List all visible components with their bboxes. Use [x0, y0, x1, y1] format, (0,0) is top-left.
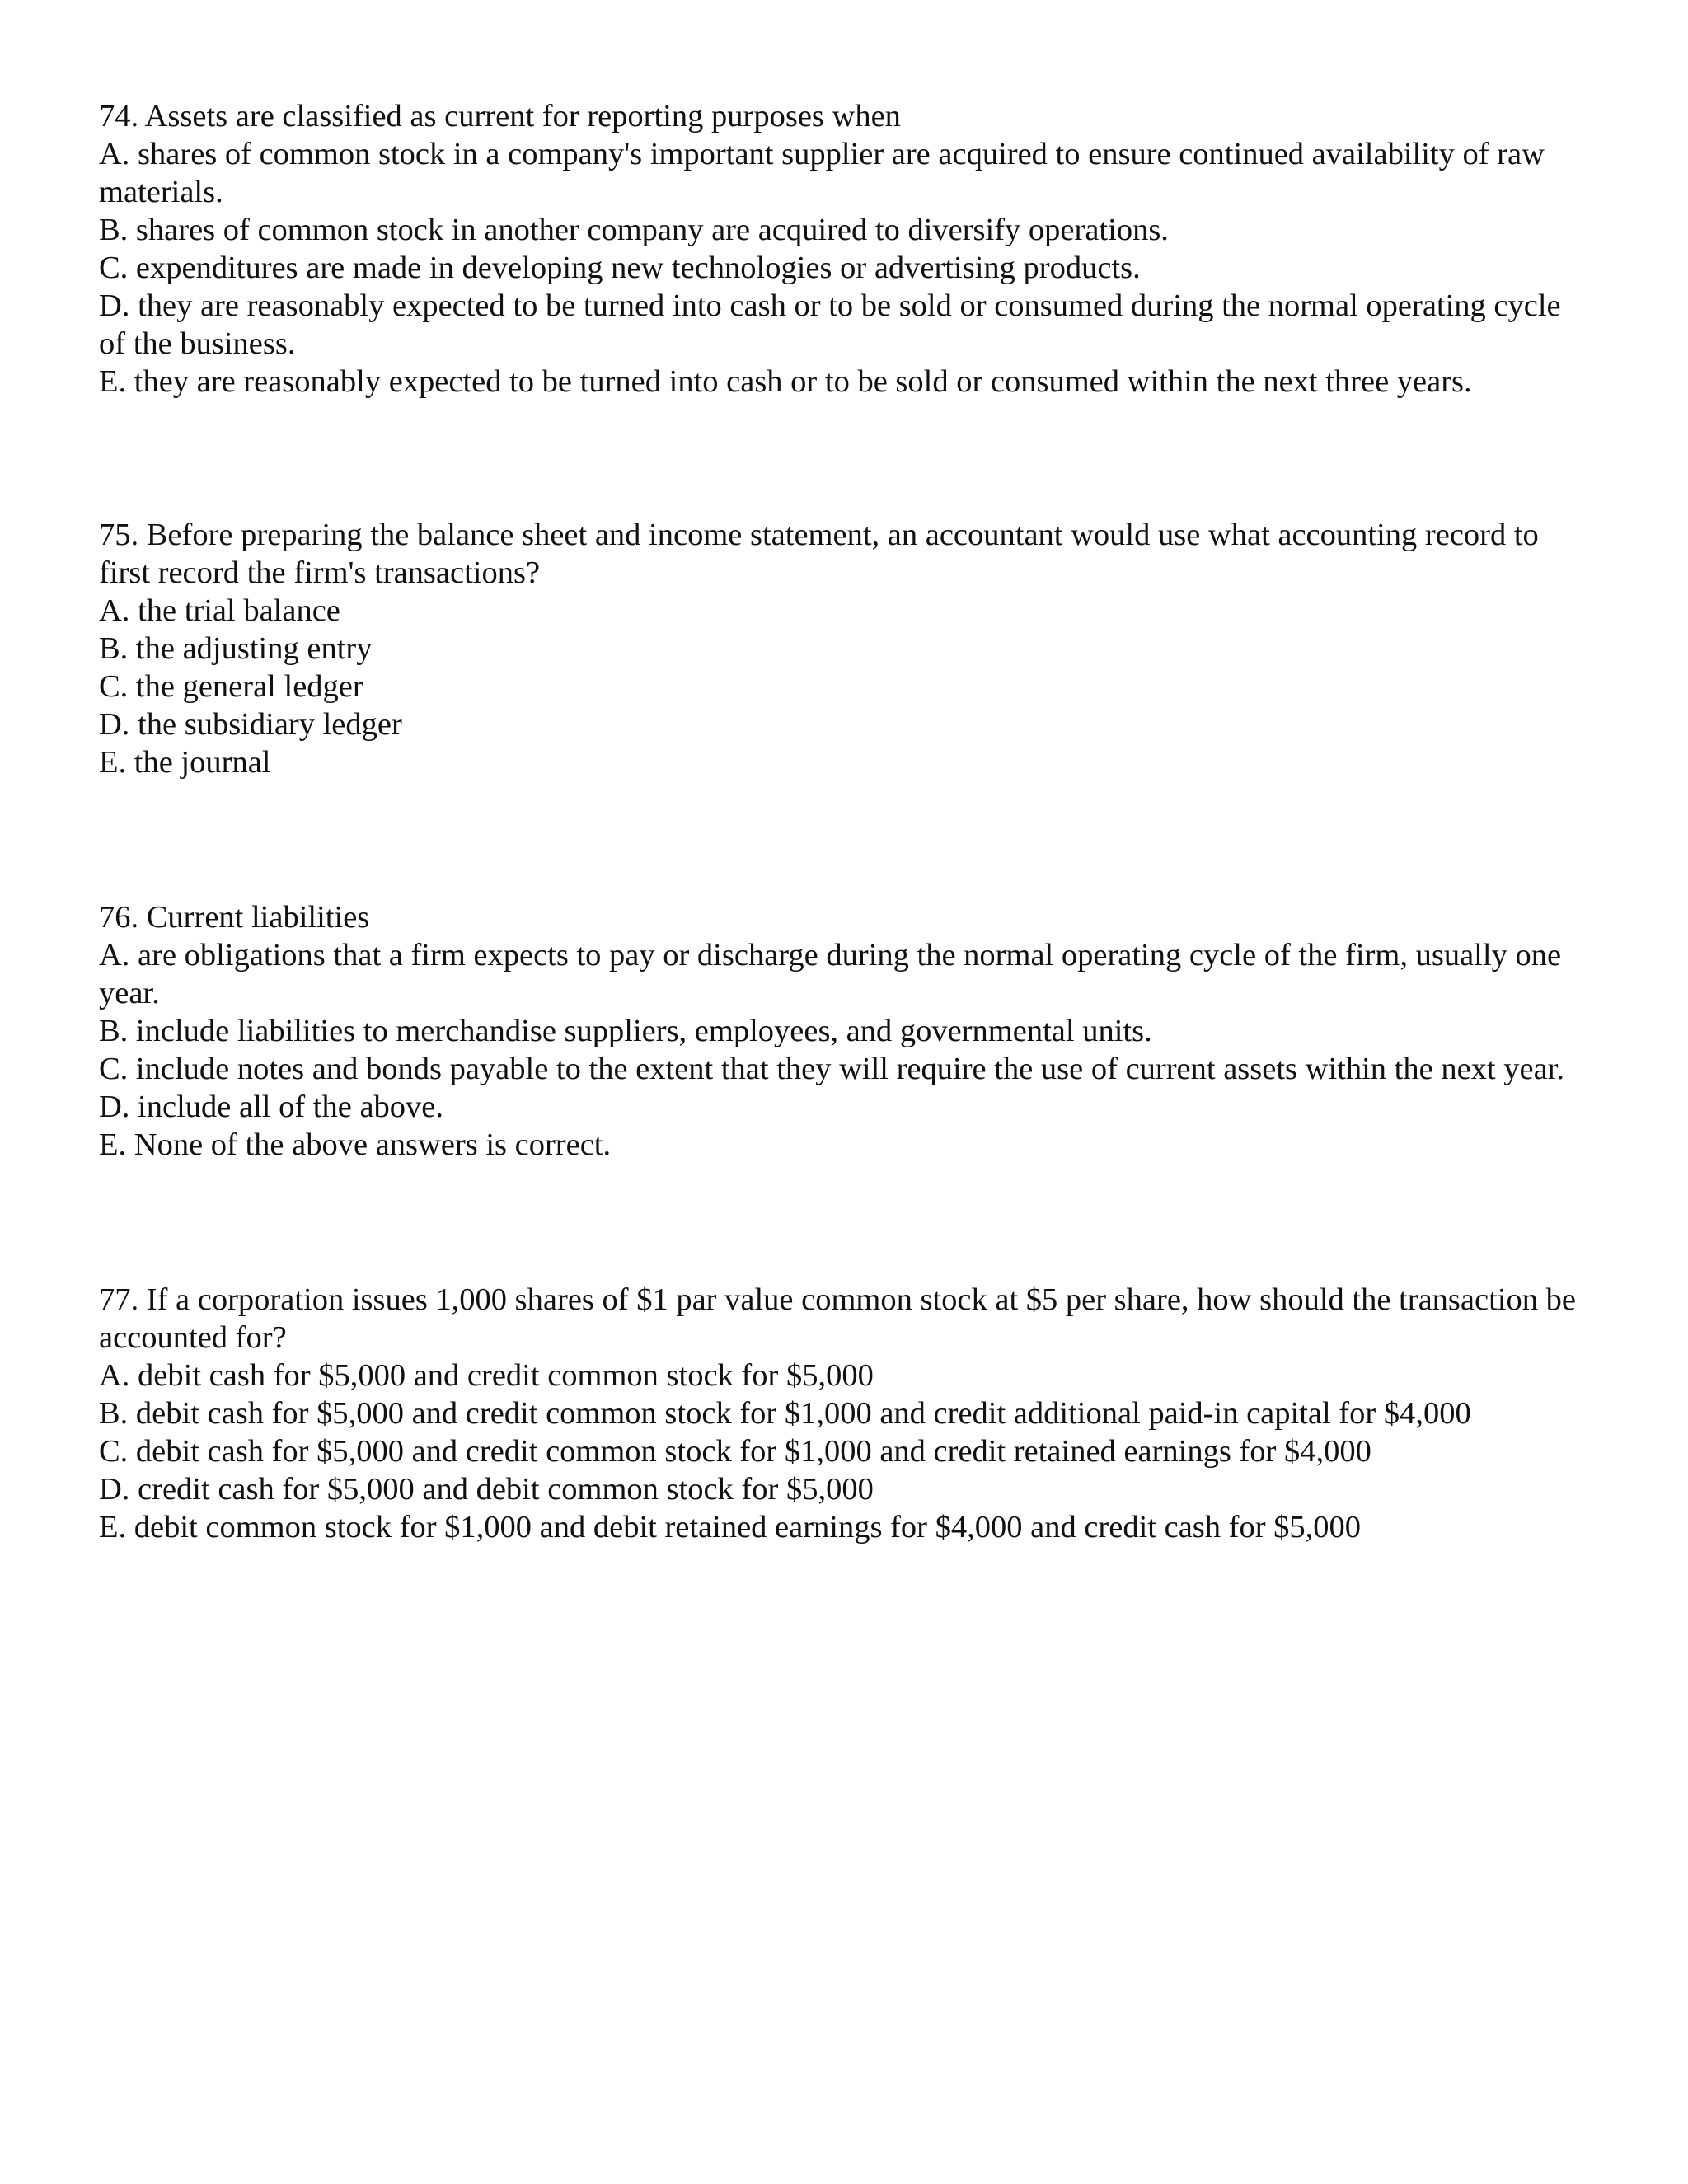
- answer-option-e: E. the journal: [99, 745, 271, 780]
- answer-option-b: B. debit cash for $5,000 and credit common stock for $1,000 and credit additional paid-in capital for $4,000: [99, 1396, 1471, 1431]
- answer-option-a: A. are obligations that a firm expects to pay or discharge during the normal operating cycle of the firm, usually one year.: [99, 938, 1562, 1010]
- question-stem: 76. Current liabilities: [99, 900, 370, 935]
- answer-option-d: D. the subsidiary ledger: [99, 707, 402, 742]
- answer-option-a: A. the trial balance: [99, 593, 340, 628]
- document-page: [99, 97, 1582, 1546]
- answer-option-c: C. debit cash for $5,000 and credit common stock for $1,000 and credit retained earnings for $4,000: [99, 1434, 1372, 1469]
- answer-option-c: C. the general ledger: [99, 669, 363, 704]
- answer-option-c: C. include notes and bonds payable to the extent that they will require the use of current assets within the next year.: [99, 1052, 1564, 1086]
- answer-option-d: D. credit cash for $5,000 and debit common stock for $5,000: [99, 1472, 874, 1507]
- question-76: [99, 898, 1582, 1164]
- answer-option-e: E. None of the above answers is correct.: [99, 1127, 612, 1162]
- answer-option-c: C. expenditures are made in developing new technologies or advertising products.: [99, 251, 1141, 285]
- question-75: [99, 516, 1582, 781]
- answer-option-e: E. debit common stock for $1,000 and debit retained earnings for $4,000 and credit cash for $5,000: [99, 1510, 1362, 1544]
- answer-option-e: E. they are reasonably expected to be turned into cash or to be sold or consumed within the next three years.: [99, 364, 1472, 399]
- question-stem: 77. If a corporation issues 1,000 shares of $1 par value common stock at $5 per share, how should the transaction be accounted for?: [99, 1282, 1576, 1355]
- answer-option-b: B. the adjusting entry: [99, 631, 373, 666]
- question-stem: 74. Assets are classified as current for reporting purposes when: [99, 99, 901, 134]
- answer-option-a: A. shares of common stock in a company's important supplier are acquired to ensure continued availability of raw materials.: [99, 137, 1545, 209]
- answer-option-d: D. include all of the above.: [99, 1090, 444, 1124]
- question-stem: 75. Before preparing the balance sheet and income statement, an accountant would use what accounting record to first record the firm's transactions?: [99, 518, 1539, 590]
- answer-option-b: B. shares of common stock in another company are acquired to diversify operations.: [99, 213, 1169, 247]
- answer-option-d: D. they are reasonably expected to be turned into cash or to be sold or consumed during the normal operating cycle of the business.: [99, 288, 1561, 361]
- question-77: [99, 1281, 1582, 1546]
- answer-option-a: A. debit cash for $5,000 and credit common stock for $5,000: [99, 1358, 874, 1393]
- question-74: [99, 97, 1582, 401]
- answer-option-b: B. include liabilities to merchandise suppliers, employees, and governmental units.: [99, 1014, 1152, 1048]
